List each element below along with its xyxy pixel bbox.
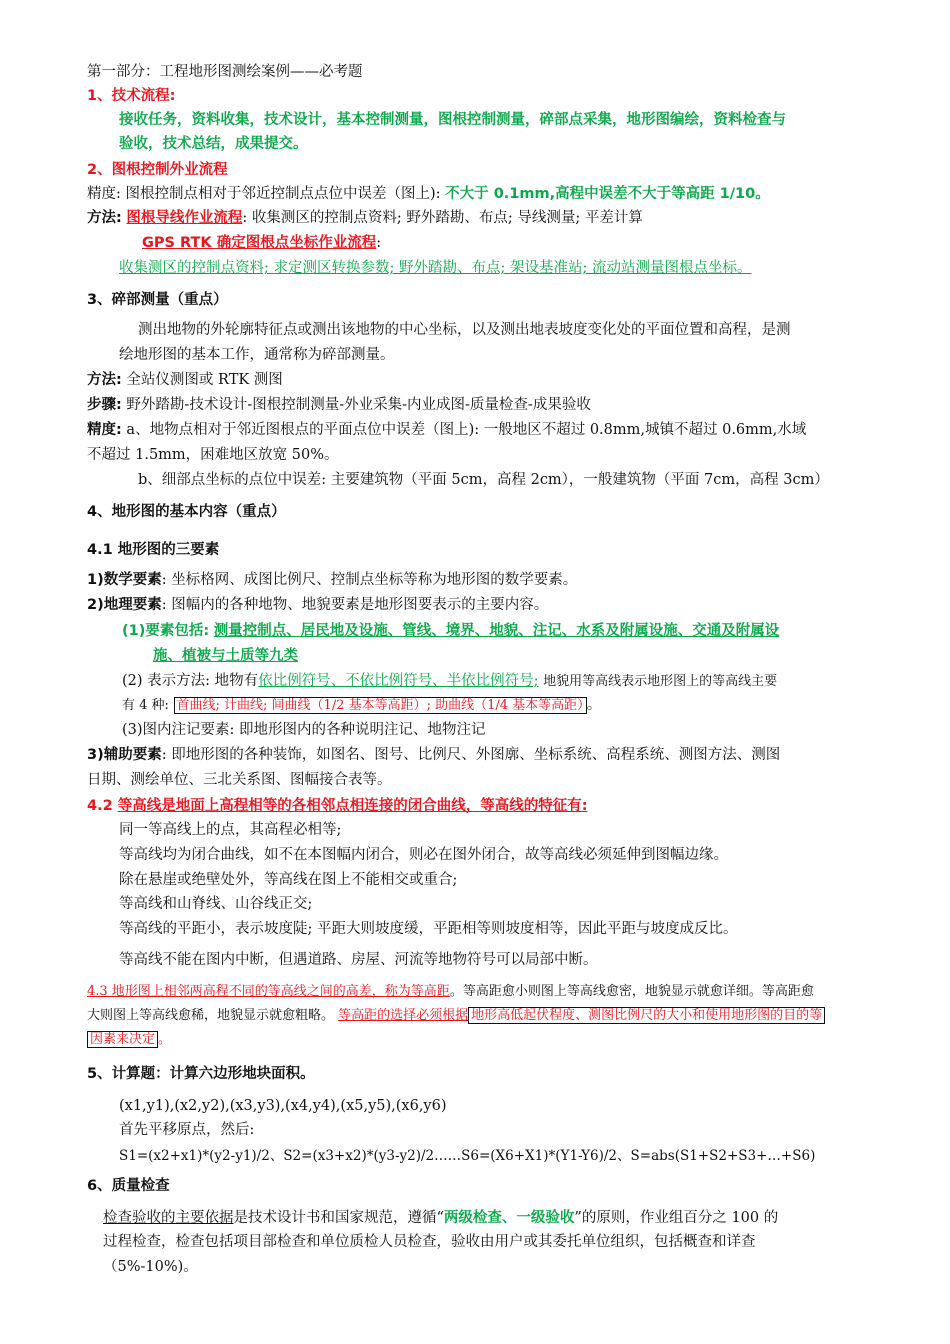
contour-feature: 同一等高线上的点，其高程必相等; bbox=[119, 822, 342, 838]
subsection-4-1: 4.1 地形图的三要素 bbox=[87, 542, 220, 558]
section-3-heading: 3、碎部测量（重点） bbox=[87, 292, 228, 308]
aux-elements-text2: 日期、测绘单位、三北关系图、图幅接合表等。 bbox=[87, 772, 392, 788]
method-label: 方法: bbox=[87, 372, 122, 388]
quality-text1a: 是技术设计书和国家规范，遵循“ bbox=[233, 1210, 444, 1226]
aux-elements-text: : 即地形图的各种装饰，如图名、图号、比例尺、外图廓、坐标系统、高程系统、测图方法、测图 bbox=[161, 747, 781, 763]
section-2-precision bbox=[87, 184, 770, 204]
elements-include-label: (1)要素包括: bbox=[122, 623, 210, 639]
representation-prefix: (2) 表示方法: 地物有 bbox=[122, 673, 259, 689]
subsection-4-2-text: 等高线是地面上高程相等的各相邻点相连接的闭合曲线，等高线的特征有: bbox=[117, 798, 588, 814]
subsection-4-3-line3 bbox=[87, 1030, 171, 1050]
traverse-workflow-link: 图根导线作业流程 bbox=[126, 210, 243, 226]
area-formula: S1=(x2+x1)*(y2-y1)/2、S2=(x3+x2)*(y3-y2)/2……S6=(X6+X1)*(Y1-Y6)/2、S=abs(S1+S2+S3+…+S6) bbox=[119, 1148, 816, 1164]
contour-feature: 等高线的平距小，表示坡度陡; 平距大则坡度缓，平距相等则坡度相等，因此平距与坡度成反比。 bbox=[119, 921, 738, 937]
aux-elements bbox=[87, 745, 780, 765]
method-text: : 收集测区的控制点资料; 野外踏勘、布点; 导线测量; 平差计算 bbox=[242, 210, 643, 226]
section-1-line1: 接收任务，资料收集，技术设计，基本控制测量，图根控制测量，碎部点采集，地形图编绘，资料检查与 bbox=[119, 112, 786, 128]
method-label: 方法: bbox=[87, 210, 122, 226]
quality-text2: 过程检查，检查包括项目部检查和单位质检人员检查，验收由用户或其委托单位组织，包括概查和详查 bbox=[103, 1234, 756, 1250]
section-4-heading: 4、地形图的基本内容（重点） bbox=[87, 504, 286, 520]
representation-symbols: 依比例符号、不依比例符号、半依比例符号; bbox=[258, 673, 539, 689]
gps-rtk-link: GPS RTK 确定图根点坐标作业流程 bbox=[142, 235, 377, 251]
elements-include-text2: 施、植被与土质等九类 bbox=[153, 648, 298, 664]
steps-text: 野外踏勘-技术设计-图根控制测量-外业采集-内业成图-质量检查-成果验收 bbox=[126, 397, 591, 413]
section-3-precision-b: b、细部点坐标的点位中误差: 主要建筑物（平面 5cm，高程 2cm），一般建筑物（平面 7cm，高程 3cm） bbox=[138, 472, 829, 488]
gps-rtk-steps: 收集测区的控制点资料; 求定测区转换参数; 野外踏勘、布点; 架设基准站; 流动站测量图根点坐标。 bbox=[119, 260, 752, 276]
aux-elements-label: 3)辅助要素 bbox=[87, 747, 162, 763]
contour-feature: 等高线和山脊线、山谷线正交; bbox=[119, 896, 313, 912]
representation-suffix: 地貌用等高线表示地形图上的等高线主要 bbox=[543, 674, 778, 689]
contour-interval-text2: 大则图上等高线愈稀，地貌显示就愈粗略。 bbox=[87, 1008, 335, 1023]
math-elements-label: 1)数学要素 bbox=[87, 572, 162, 588]
contour-kinds bbox=[122, 695, 601, 716]
subsection-4-2-num: 4.2 bbox=[87, 798, 113, 814]
geo-elements-label: 2)地理要素 bbox=[87, 597, 162, 613]
subsection-4-2 bbox=[87, 796, 588, 816]
math-elements bbox=[87, 570, 577, 590]
translate-origin-step: 首先平移原点，然后: bbox=[119, 1122, 255, 1138]
contour-feature: 等高线不能在图内中断，但遇道路、房屋、河流等地物符号可以局部中断。 bbox=[119, 952, 598, 968]
quality-text1c: ”的原则，作业组百分之 100 的 bbox=[574, 1210, 779, 1226]
contour-interval-factors-end: 因素来决定 bbox=[87, 1031, 158, 1048]
elements-include-text1: 测量控制点、居民地及设施、管线、境界、地貌、注记、水系及附属设施、交通及附属设 bbox=[213, 623, 780, 639]
geo-elements bbox=[87, 595, 548, 615]
method-text: 全站仪测图或 RTK 测图 bbox=[126, 372, 283, 388]
precision-label: 精度: bbox=[87, 186, 121, 202]
precision-label: 精度: bbox=[87, 422, 122, 438]
contour-interval-text: 。等高距愈小则图上等高线愈密，地貌显示就愈详细。等高距愈 bbox=[449, 984, 814, 999]
section-3-intro2: 绘地形图的基本工作，通常称为碎部测量。 bbox=[119, 347, 395, 363]
section-6-heading: 6、质量检查 bbox=[87, 1178, 170, 1194]
section-1-heading: 1、技术流程: bbox=[87, 88, 176, 104]
precision-value: 不大于 0.1mm,高程中误差不大于等高距 1/10。 bbox=[445, 186, 770, 202]
elements-include bbox=[122, 621, 779, 641]
section-1-line2: 验收，技术总结，成果提交。 bbox=[119, 136, 308, 152]
section-3-intro1: 测出地物的外轮廓特征点或测出该地物的中心坐标，以及测出地表坡度变化处的平面位置和高程，是测 bbox=[138, 322, 791, 338]
section-3-precision-a bbox=[87, 420, 806, 440]
inspection-basis: 检查验收的主要依据 bbox=[103, 1210, 234, 1226]
contour-interval-factors: 地形高低起伏程度、测图比例尺的大小和使用地形图的目的等 bbox=[468, 1007, 825, 1024]
subsection-4-3-line2 bbox=[87, 1006, 825, 1026]
section-3-precision-a2: 不超过 1.5mm，困难地区放宽 50%。 bbox=[87, 447, 339, 463]
contour-interval-definition: 4.3 地形图上相邻两高程不同的等高线之间的高差，称为等高距 bbox=[87, 984, 450, 999]
precision-text: 图根控制点相对于邻近控制点点位中误差（图上): bbox=[125, 186, 441, 202]
contour-kinds-prefix: 有 4 种: bbox=[122, 698, 169, 713]
section-3-method bbox=[87, 370, 283, 390]
gps-rtk-title bbox=[142, 233, 381, 253]
section-2-heading: 2、图根控制外业流程 bbox=[87, 162, 228, 178]
contour-interval-choice: 等高距的选择必须根据 bbox=[338, 1008, 469, 1023]
geo-elements-text: : 图幅内的各种地物、地貌要素是地形图要表示的主要内容。 bbox=[161, 597, 549, 613]
quality-text1 bbox=[103, 1208, 778, 1228]
representation-method bbox=[122, 671, 777, 692]
gps-colon: : bbox=[376, 235, 382, 251]
contour-feature: 除在悬崖或绝壁处外，等高线在图上不能相交或重合; bbox=[119, 872, 458, 888]
part-title: 第一部分：工程地形图测绘案例——必考题 bbox=[87, 64, 363, 80]
quality-text3: （5%-10%)。 bbox=[103, 1259, 198, 1275]
subsection-4-3-line1 bbox=[87, 982, 814, 1002]
contour-kinds-box: 首曲线; 计曲线; 间曲线（1/2 基本等高距）; 助曲线（1/4 基本等高距） bbox=[174, 697, 587, 714]
annotation-elements: (3)图内注记要素: 即地形图内的各种说明注记、地物注记 bbox=[122, 722, 486, 738]
contour-feature: 等高线均为闭合曲线，如不在本图幅内闭合，则必在图外闭合，故等高线必须延伸到图幅边缘。 bbox=[119, 847, 728, 863]
contour-kinds-end: 。 bbox=[586, 697, 602, 713]
math-elements-text: : 坐标格网、成图比例尺、控制点坐标等称为地形图的数学要素。 bbox=[161, 572, 578, 588]
precision-a-text: a、地物点相对于邻近图根点的平面点位中误差（图上): 一般地区不超过 0.8mm,城镇不超过 0.6mm,水域 bbox=[126, 422, 807, 438]
section-5-heading: 5、计算题：计算六边形地块面积。 bbox=[87, 1066, 315, 1082]
two-level-check: 两级检查、一级验收 bbox=[443, 1210, 575, 1226]
section-3-steps bbox=[87, 395, 591, 415]
contour-interval-end: 。 bbox=[158, 1032, 172, 1047]
steps-label: 步骤: bbox=[87, 397, 122, 413]
section-2-method bbox=[87, 208, 643, 228]
hexagon-coords: (x1,y1),(x2,y2),(x3,y3),(x4,y4),(x5,y5),(x6,y6) bbox=[119, 1098, 447, 1114]
